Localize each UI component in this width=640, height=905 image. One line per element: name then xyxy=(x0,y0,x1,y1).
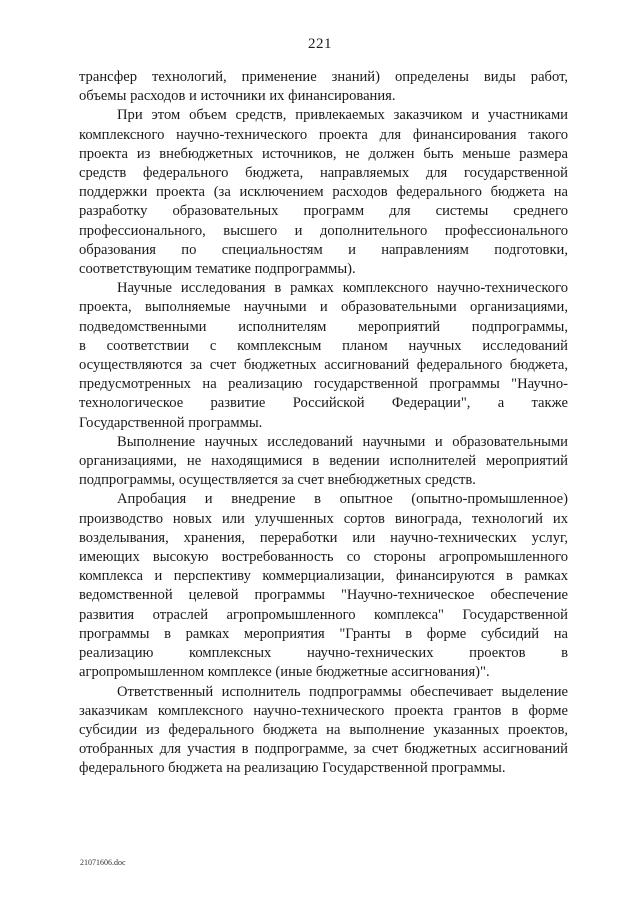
text-line: Научные исследования в рамках комплексного научно-технического xyxy=(117,280,568,297)
text-line: проекта, выполняемые научными и образовательными организациями, xyxy=(79,299,568,316)
text-line: трансфер технологий, применение знаний) определены виды работ, xyxy=(79,69,568,85)
text-line: При этом объем средств, привлекаемых заказчиком и участниками xyxy=(117,107,568,124)
paragraph-6 xyxy=(79,683,568,779)
text-line: Апробация и внедрение в опытное (опытно-промышленное) xyxy=(117,491,568,508)
text-line: имеющих высокую востребованность со стороны агропромышленного xyxy=(79,549,568,566)
text-line: комплекса и перспективу коммерциализации, финансируются в рамках xyxy=(79,568,568,585)
text-line: предусмотренных на реализацию государственной программы "Научно- xyxy=(79,376,568,393)
text-line: программы в рамках мероприятия "Гранты в форме субсидий на xyxy=(79,625,568,642)
text-line: заказчикам комплексного научно-технического проекта грантов в форме xyxy=(79,702,568,719)
paragraph-5 xyxy=(79,490,568,682)
text-line: субсидии из федерального бюджета на выполнение указанных проектов, xyxy=(79,721,568,738)
text-line: технологическое развитие Российской Федерации", а также xyxy=(79,395,568,412)
text-line: разработку образовательных программ для системы среднего xyxy=(79,203,568,220)
text-line: ведомственной целевой программы "Научно-техническое обеспечение xyxy=(79,587,568,604)
text-line: объемы расходов и источники их финансирования. xyxy=(79,88,396,105)
text-line: комплексного научно-технического проекта для финансирования такого xyxy=(79,126,568,143)
text-line: в соответствии с комплексным планом научных исследований xyxy=(79,337,568,354)
text-line: Ответственный исполнитель подпрограммы обеспечивает выделение xyxy=(117,683,568,700)
text-line: соответствующим тематике подпрограммы). xyxy=(79,261,356,278)
paragraph-3 xyxy=(79,279,568,433)
text-line: осуществляются за счет бюджетных ассигнований федерального бюджета, xyxy=(79,357,568,374)
paragraph-4 xyxy=(79,433,568,491)
text-line: развития отраслей агропромышленного комплекса" Государственной xyxy=(79,606,568,623)
text-line: образования по специальностям и направлениям подготовки, xyxy=(79,241,568,258)
text-line: производство новых или улучшенных сортов винограда, технологий их xyxy=(79,510,568,527)
text-line: поддержки проекта (за исключением расходов федерального бюджета на xyxy=(79,184,568,201)
text-line: организациями, не находящимися в ведении исполнителей мероприятий xyxy=(79,453,568,470)
text-line: средств федерального бюджета, направляемых для государственной xyxy=(79,165,568,182)
document-body xyxy=(79,68,568,779)
text-line: отобранных для участия в подпрограмме, за счет бюджетных ассигнований xyxy=(79,741,568,758)
text-line: агропромышленном комплексе (иные бюджетные ассигнования)". xyxy=(79,664,490,681)
text-line: проекта из внебюджетных источников, не должен быть меньше размера xyxy=(79,145,568,162)
footer-filename: 21071606.doc xyxy=(80,858,126,867)
text-line: возделывания, хранения, переработки или научно-технических услуг, xyxy=(79,529,568,546)
text-line: реализацию комплексных научно-технических проектов в xyxy=(79,645,568,662)
text-line: подпрограммы, осуществляется за счет внебюджетных средств. xyxy=(79,472,476,489)
page-number: 221 xyxy=(308,36,332,52)
paragraph-1 xyxy=(79,68,568,106)
text-line: подведомственными исполнителям мероприятий подпрограммы, xyxy=(79,318,568,335)
text-line: Выполнение научных исследований научными и образовательными xyxy=(117,433,568,450)
paragraph-2 xyxy=(79,106,568,279)
text-line: Государственной программы. xyxy=(79,414,263,431)
text-line: профессионального, высшего и дополнительного профессионального xyxy=(79,222,568,239)
text-line: федерального бюджета на реализацию Государственной программы. xyxy=(79,760,506,777)
